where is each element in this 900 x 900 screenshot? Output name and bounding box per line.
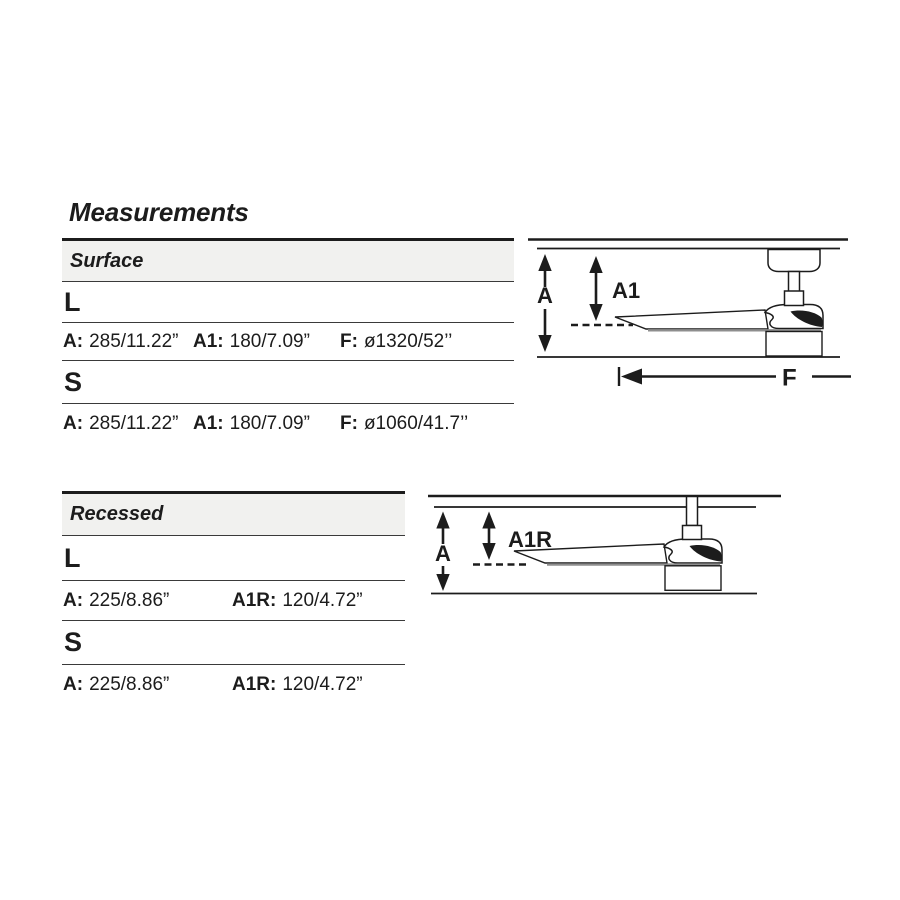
spec-value: 180/7.09”	[229, 330, 310, 352]
arrowhead-down-icon	[436, 574, 449, 591]
size-label-s: S	[64, 366, 83, 397]
spec-label: A1:	[193, 330, 224, 352]
spec-label: A1:	[193, 412, 224, 434]
recessed-measurements-table	[62, 491, 405, 705]
spec-value: ø1320/52’’	[363, 330, 453, 352]
spec-f	[340, 331, 514, 353]
spec-label: A:	[63, 412, 84, 434]
recessed-fan-diagram	[420, 485, 795, 620]
arrowhead-left-icon	[621, 369, 642, 385]
spec-a	[63, 331, 193, 353]
downrod-collar	[683, 526, 702, 540]
dim-label-f: F	[782, 364, 797, 392]
spec-a1r	[232, 590, 405, 612]
size-label-s: S	[64, 627, 83, 657]
dimension-arrow-a	[435, 512, 451, 592]
spec-value: 120/4.72”	[282, 674, 363, 695]
dimension-arrow-a1	[589, 256, 640, 321]
downrod-collar	[785, 291, 804, 306]
dim-label-a: A	[435, 541, 451, 566]
downrod	[687, 497, 698, 526]
spec-a	[63, 674, 232, 696]
spec-value: 225/8.86”	[89, 589, 170, 611]
downrod	[789, 272, 800, 292]
dimension-arrow-f	[619, 365, 851, 392]
spec-value: 225/8.86”	[89, 674, 170, 695]
spec-label: A1R:	[232, 589, 277, 611]
spec-value: 285/11.22”	[89, 330, 179, 352]
spec-label: A:	[63, 330, 84, 352]
size-label-l: L	[64, 286, 81, 317]
surface-size-row-s	[62, 361, 514, 404]
recessed-size-row-l	[62, 536, 405, 581]
spec-label: F:	[340, 412, 358, 434]
canopy	[768, 250, 820, 272]
arrowhead-down-icon	[482, 543, 495, 560]
dim-label-a1r: A1R	[508, 527, 553, 552]
spec-a	[63, 590, 232, 612]
recessed-size-row-s	[62, 621, 405, 665]
spec-label: F:	[340, 330, 358, 352]
page-title: Measurements	[69, 197, 249, 227]
recessed-table-header-row	[62, 494, 405, 536]
surface-measurements-table	[62, 238, 514, 443]
spec-label: A:	[63, 674, 84, 695]
dim-label-a1: A1	[612, 278, 641, 303]
surface-spec-row-s	[62, 404, 514, 443]
spec-a1r	[232, 674, 405, 696]
spec-value: 180/7.09”	[229, 412, 310, 434]
spec-a1	[193, 413, 340, 435]
size-label-l: L	[64, 542, 81, 573]
fan-blade	[615, 310, 768, 329]
recessed-table-header-label: Recessed	[70, 503, 164, 525]
spec-value: 120/4.72”	[282, 589, 363, 611]
recessed-spec-row-s	[62, 665, 405, 705]
spec-value: ø1060/41.7’’	[363, 412, 469, 434]
light-kit-box	[766, 332, 822, 357]
arrowhead-down-icon	[589, 304, 602, 321]
spec-a	[63, 413, 193, 435]
spec-label: A1R:	[232, 674, 277, 695]
spec-f	[340, 413, 514, 435]
surface-spec-row-l	[62, 323, 514, 361]
surface-mount-fan-diagram	[515, 228, 860, 400]
surface-table-header-label: Surface	[70, 249, 144, 272]
dimension-arrow-a	[537, 254, 553, 352]
ceiling-fan-drawing	[615, 250, 823, 357]
light-kit-box	[665, 566, 721, 591]
surface-table-header-row	[62, 241, 514, 282]
surface-size-row-l	[62, 282, 514, 323]
dim-label-a: A	[537, 283, 553, 308]
spec-label: A:	[63, 589, 84, 611]
arrowhead-down-icon	[538, 335, 551, 352]
spec-a1	[193, 331, 340, 353]
recessed-spec-row-l	[62, 581, 405, 621]
spec-value: 285/11.22”	[89, 412, 179, 434]
